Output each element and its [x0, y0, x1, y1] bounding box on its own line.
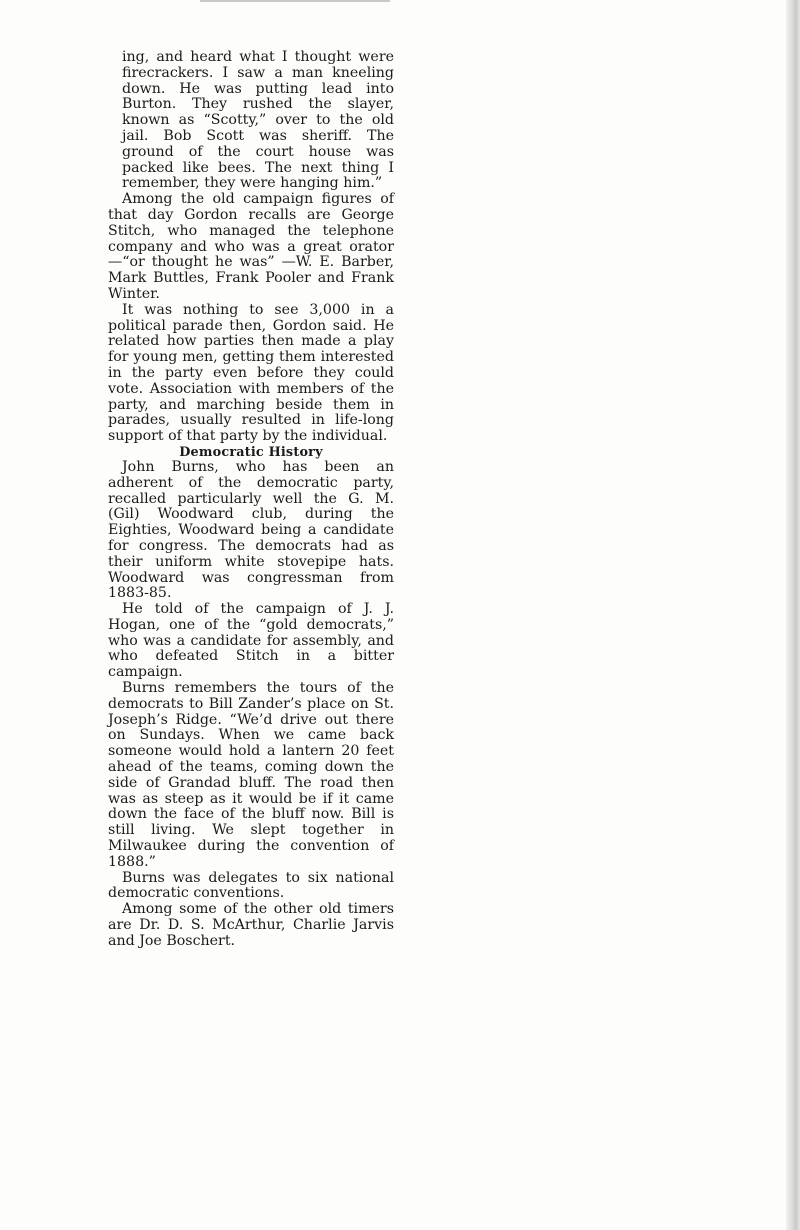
top-rule: [200, 0, 390, 2]
article-paragraph-1: ing, and heard what I thought were firecrackers. I saw a man kneeling down. He was putting lead into Burton. They rushed the slayer, known as “Scotty,” over to the old jail. Bob Scott was sheriff. The ground of the court house was packed like bees. The next thing I remember, they were hanging him.”: [122, 49, 394, 192]
section-heading: Democratic History: [179, 444, 323, 460]
article-column: [108, 50, 394, 950]
article-paragraph-5: He told of the campaign of J. J. Hogan, one of the “gold democrats,” who was a candidate for assembly, and who defeated Stitch in a bitter campaign.: [108, 601, 394, 681]
page-edge-shadow: [786, 0, 800, 1230]
article-paragraph-7: Burns was delegates to six national democratic conventions.: [108, 869, 394, 902]
article-paragraph-3: It was nothing to see 3,000 in a political parade then, Gordon said. He related how parties then made a play for young men, getting them interested in the party even before they could vote. Association with members of the party, and marching beside them in parades, usually resulted in life-long support of that party by the individual.: [108, 301, 394, 445]
article-paragraph-6: Burns remembers the tours of the democrats to Bill Zander’s place on St. Joseph’s Ridge. “We’d drive out there on Sundays. When we came back someone would hold a lantern 20 feet ahead of the teams, coming down the side of Grandad bluff. The road then was as steep as it would be if it came down the face of the bluff now. Bill is still living. We slept together in Milwaukee during the convention of 1888.”: [108, 680, 394, 870]
article-paragraph-8: Among some of the other old timers are Dr. D. S. McArthur, Charlie Jarvis and Joe Boschert.: [108, 901, 394, 949]
article-paragraph-4: John Burns, who has been an adherent of the democratic party, recalled particularly well the G. M. (Gil) Woodward club, during the Eighties, Woodward being a candidate for congress. The democrats had as their uniform white stovepipe hats. Woodward was congressman from 1883-85.: [108, 458, 394, 602]
article-paragraph-2: Among the old campaign figures of that day Gordon recalls are George Stitch, who managed the telephone company and who was a great orator—“or thought he was” —W. E. Barber, Mark Buttles, Frank Pooler and Frank Winter.: [108, 191, 394, 302]
